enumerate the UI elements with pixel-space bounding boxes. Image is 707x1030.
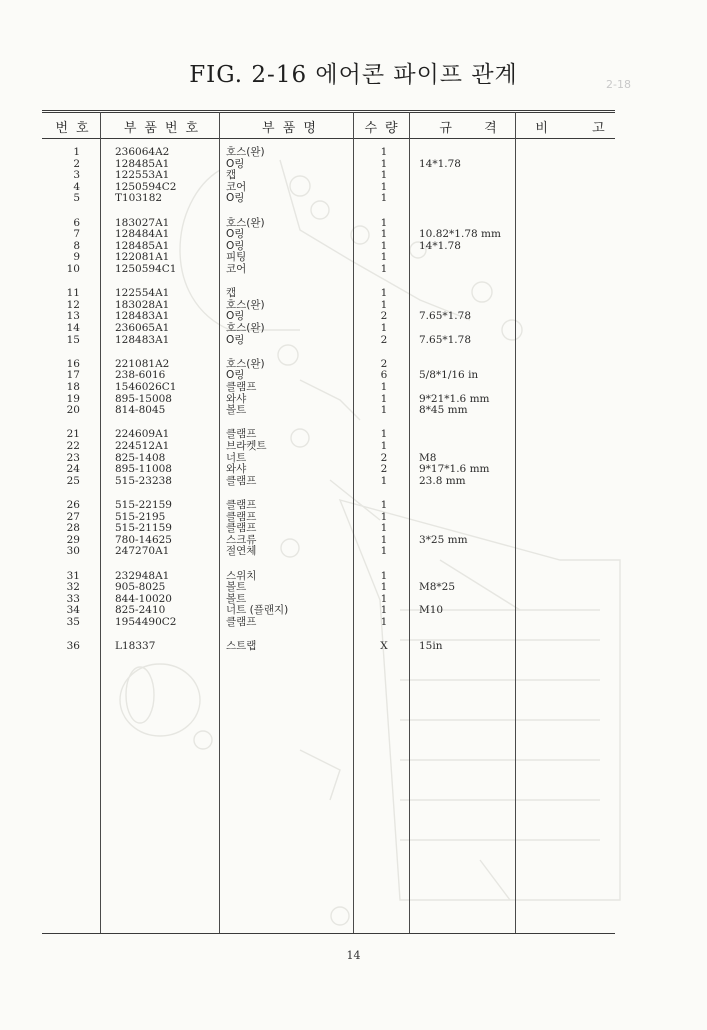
table-row bbox=[0, 159, 707, 171]
item-number: 4 bbox=[73, 180, 80, 193]
table-row bbox=[0, 311, 707, 323]
quantity: 1 bbox=[380, 298, 388, 311]
item-number: 25 bbox=[66, 474, 80, 487]
table-row bbox=[0, 218, 707, 230]
table-row bbox=[0, 370, 707, 382]
part-name: 캡 bbox=[226, 287, 237, 300]
header-part-name: 부 품 명 bbox=[262, 121, 318, 136]
quantity: 1 bbox=[380, 157, 388, 170]
part-number: 1954490C2 bbox=[115, 615, 177, 628]
table-row bbox=[0, 264, 707, 276]
table-row bbox=[0, 300, 707, 312]
part-number: 122554A1 bbox=[115, 287, 170, 300]
part-name: O링 bbox=[226, 228, 245, 241]
part-name: 볼트 bbox=[226, 592, 247, 605]
quantity: 6 bbox=[380, 369, 388, 382]
part-number: 515-22159 bbox=[115, 499, 172, 511]
quantity: 1 bbox=[380, 239, 388, 252]
item-number: 26 bbox=[66, 499, 80, 511]
header-remark: 비 고 bbox=[535, 121, 605, 136]
part-name: 호스(완) bbox=[226, 146, 265, 158]
item-number: 13 bbox=[66, 310, 80, 323]
parts-group bbox=[0, 571, 707, 629]
part-name: 호스(완) bbox=[226, 357, 265, 370]
quantity: 1 bbox=[380, 287, 388, 300]
page-number: 14 bbox=[346, 949, 361, 962]
part-number: 221081A2 bbox=[115, 357, 170, 370]
part-name: O링 bbox=[226, 157, 245, 170]
part-number: 232948A1 bbox=[115, 569, 170, 582]
header-quantity: 수량 bbox=[364, 121, 406, 136]
part-number: 128483A1 bbox=[115, 310, 170, 323]
quantity: 2 bbox=[380, 451, 388, 464]
part-number: 1250594C1 bbox=[115, 262, 177, 275]
table-row bbox=[0, 147, 707, 159]
specification: 3*25 mm bbox=[419, 533, 468, 546]
item-number: 29 bbox=[66, 533, 80, 546]
part-name: 볼트 bbox=[226, 581, 247, 594]
quantity: X bbox=[380, 640, 388, 653]
part-name: 너트 (플랜지) bbox=[226, 604, 289, 617]
item-number: 2 bbox=[73, 157, 80, 170]
item-number: 21 bbox=[66, 428, 80, 441]
part-number: 825-1408 bbox=[115, 451, 166, 464]
item-number: 6 bbox=[73, 216, 80, 229]
part-number: 224609A1 bbox=[115, 428, 170, 441]
item-number: 1 bbox=[73, 146, 80, 158]
quantity: 1 bbox=[380, 510, 388, 523]
quantity: 1 bbox=[380, 392, 388, 405]
item-number: 35 bbox=[66, 615, 80, 628]
part-name: 피팅 bbox=[226, 251, 247, 264]
table-top-rule bbox=[42, 110, 615, 111]
item-number: 28 bbox=[66, 522, 80, 535]
table-row bbox=[0, 441, 707, 453]
table-top-rule-2 bbox=[42, 112, 615, 113]
item-number: 34 bbox=[66, 604, 80, 617]
quantity: 2 bbox=[380, 310, 388, 323]
part-name: 호스(완) bbox=[226, 298, 265, 311]
parts-group bbox=[0, 641, 707, 653]
quantity: 1 bbox=[380, 169, 388, 182]
part-number: 236064A2 bbox=[115, 146, 170, 158]
part-number: 1546026C1 bbox=[115, 380, 177, 393]
item-number: 3 bbox=[73, 169, 80, 182]
item-number: 16 bbox=[66, 357, 80, 370]
table-row bbox=[0, 453, 707, 465]
parts-group bbox=[0, 288, 707, 346]
parts-group bbox=[0, 359, 707, 417]
quantity: 1 bbox=[380, 428, 388, 441]
quantity: 1 bbox=[380, 522, 388, 535]
table-row bbox=[0, 429, 707, 441]
item-number: 33 bbox=[66, 592, 80, 605]
item-number: 9 bbox=[73, 251, 80, 264]
specification: M8*25 bbox=[419, 581, 456, 594]
table-row bbox=[0, 288, 707, 300]
table-row bbox=[0, 182, 707, 194]
part-number: 183028A1 bbox=[115, 298, 170, 311]
table-row bbox=[0, 512, 707, 524]
part-number: 128485A1 bbox=[115, 239, 170, 252]
table-row bbox=[0, 617, 707, 629]
part-name: O링 bbox=[226, 310, 245, 323]
faint-page-reference: 2-18 bbox=[606, 78, 631, 91]
specification: 14*1.78 bbox=[419, 157, 461, 170]
part-name: 볼트 bbox=[226, 404, 247, 417]
part-number: 236065A1 bbox=[115, 321, 170, 334]
table-row bbox=[0, 193, 707, 205]
part-number: 515-21159 bbox=[115, 522, 172, 535]
table-row bbox=[0, 464, 707, 476]
part-name: 클램프 bbox=[226, 510, 257, 523]
item-number: 23 bbox=[66, 451, 80, 464]
specification: 9*21*1.6 mm bbox=[419, 392, 490, 405]
part-number: 895-11008 bbox=[115, 463, 172, 476]
item-number: 10 bbox=[66, 262, 80, 275]
part-name: O링 bbox=[226, 192, 245, 205]
table-bottom-rule bbox=[42, 933, 615, 934]
table-row bbox=[0, 523, 707, 535]
part-name: 클램프 bbox=[226, 499, 257, 511]
specification: M10 bbox=[419, 604, 444, 617]
item-number: 20 bbox=[66, 404, 80, 417]
specification: 9*17*1.6 mm bbox=[419, 463, 490, 476]
table-row bbox=[0, 241, 707, 253]
table-row bbox=[0, 335, 707, 347]
quantity: 1 bbox=[380, 321, 388, 334]
part-name: 호스(완) bbox=[226, 216, 265, 229]
table-row bbox=[0, 582, 707, 594]
part-name: 클램프 bbox=[226, 474, 257, 487]
parts-group bbox=[0, 218, 707, 276]
quantity: 1 bbox=[380, 499, 388, 511]
quantity: 1 bbox=[380, 474, 388, 487]
quantity: 2 bbox=[380, 463, 388, 476]
table-row bbox=[0, 571, 707, 583]
part-number: 515-23238 bbox=[115, 474, 172, 487]
table-row bbox=[0, 252, 707, 264]
part-number: 780-14625 bbox=[115, 533, 172, 546]
table-row bbox=[0, 476, 707, 488]
part-name: 너트 bbox=[226, 451, 247, 464]
table-row bbox=[0, 170, 707, 182]
part-name: 클램프 bbox=[226, 428, 257, 441]
quantity: 1 bbox=[380, 581, 388, 594]
item-number: 15 bbox=[66, 333, 80, 346]
part-number: 1250594C2 bbox=[115, 180, 177, 193]
item-number: 8 bbox=[73, 239, 80, 252]
item-number: 12 bbox=[66, 298, 80, 311]
part-name: 코어 bbox=[226, 262, 247, 275]
part-name: 절연체 bbox=[226, 545, 257, 558]
table-row bbox=[0, 535, 707, 547]
item-number: 17 bbox=[66, 369, 80, 382]
quantity: 1 bbox=[380, 592, 388, 605]
part-number: 844-10020 bbox=[115, 592, 172, 605]
item-number: 31 bbox=[66, 569, 80, 582]
part-name: 스트랩 bbox=[226, 640, 257, 653]
specification: 15in bbox=[419, 640, 443, 653]
quantity: 1 bbox=[380, 604, 388, 617]
part-number: 515-2195 bbox=[115, 510, 166, 523]
item-number: 5 bbox=[73, 192, 80, 205]
item-number: 11 bbox=[66, 287, 80, 300]
quantity: 2 bbox=[380, 357, 388, 370]
specification: 10.82*1.78 mm bbox=[419, 228, 501, 241]
item-number: 22 bbox=[66, 439, 80, 452]
table-row bbox=[0, 405, 707, 417]
table-row bbox=[0, 641, 707, 653]
item-number: 18 bbox=[66, 380, 80, 393]
part-name: 와샤 bbox=[226, 392, 247, 405]
table-row bbox=[0, 323, 707, 335]
quantity: 1 bbox=[380, 615, 388, 628]
specification: 23.8 mm bbox=[419, 474, 466, 487]
quantity: 1 bbox=[380, 216, 388, 229]
quantity: 1 bbox=[380, 251, 388, 264]
part-number: 128485A1 bbox=[115, 157, 170, 170]
quantity: 2 bbox=[380, 333, 388, 346]
part-number: 128484A1 bbox=[115, 228, 170, 241]
table-row bbox=[0, 229, 707, 241]
figure-title: FIG. 2-16 에어콘 파이프 관계 bbox=[189, 62, 518, 88]
part-number: 238-6016 bbox=[115, 369, 166, 382]
part-name: O링 bbox=[226, 333, 245, 346]
table-row bbox=[0, 359, 707, 371]
quantity: 1 bbox=[380, 380, 388, 393]
part-number: 895-15008 bbox=[115, 392, 172, 405]
part-name: 호스(완) bbox=[226, 321, 265, 334]
part-number: 905-8025 bbox=[115, 581, 166, 594]
part-name: 스위치 bbox=[226, 569, 257, 582]
part-number: 183027A1 bbox=[115, 216, 170, 229]
header-spec: 규 격 bbox=[439, 121, 497, 136]
table-row bbox=[0, 546, 707, 558]
table-row bbox=[0, 605, 707, 617]
item-number: 7 bbox=[73, 228, 80, 241]
quantity: 1 bbox=[380, 262, 388, 275]
part-number: 814-8045 bbox=[115, 404, 166, 417]
item-number: 14 bbox=[66, 321, 80, 334]
part-name: 클램프 bbox=[226, 380, 257, 393]
item-number: 30 bbox=[66, 545, 80, 558]
part-number: 128483A1 bbox=[115, 333, 170, 346]
part-number: 224512A1 bbox=[115, 439, 170, 452]
quantity: 1 bbox=[380, 439, 388, 452]
quantity: 1 bbox=[380, 569, 388, 582]
part-number: 825-2410 bbox=[115, 604, 166, 617]
table-row bbox=[0, 500, 707, 512]
item-number: 32 bbox=[66, 581, 80, 594]
quantity: 1 bbox=[380, 228, 388, 241]
table-row bbox=[0, 594, 707, 606]
quantity: 1 bbox=[380, 192, 388, 205]
part-name: 와샤 bbox=[226, 463, 247, 476]
specification: 5/8*1/16 in bbox=[419, 369, 479, 382]
part-name: 캡 bbox=[226, 169, 237, 182]
part-name: 스크류 bbox=[226, 533, 257, 546]
quantity: 1 bbox=[380, 404, 388, 417]
specification: 7.65*1.78 bbox=[419, 310, 472, 323]
header-part-no: 부품번호 bbox=[123, 121, 207, 136]
table-row bbox=[0, 394, 707, 406]
part-name: 클램프 bbox=[226, 615, 257, 628]
item-number: 19 bbox=[66, 392, 80, 405]
item-number: 36 bbox=[66, 640, 80, 653]
part-number: T103182 bbox=[115, 192, 163, 205]
part-number: 247270A1 bbox=[115, 545, 170, 558]
header-no: 번호 bbox=[55, 121, 97, 136]
quantity: 1 bbox=[380, 180, 388, 193]
part-name: 클램프 bbox=[226, 522, 257, 535]
part-name: 코어 bbox=[226, 180, 247, 193]
specification: 8*45 mm bbox=[419, 404, 468, 417]
quantity: 1 bbox=[380, 533, 388, 546]
specification: 7.65*1.78 bbox=[419, 333, 472, 346]
item-number: 24 bbox=[66, 463, 80, 476]
table-row bbox=[0, 382, 707, 394]
part-name: O링 bbox=[226, 369, 245, 382]
part-number: 122553A1 bbox=[115, 169, 170, 182]
specification: 14*1.78 bbox=[419, 239, 461, 252]
part-number: L18337 bbox=[115, 640, 156, 653]
quantity: 1 bbox=[380, 146, 388, 158]
part-name: O링 bbox=[226, 239, 245, 252]
parts-group bbox=[0, 500, 707, 558]
item-number: 27 bbox=[66, 510, 80, 523]
part-number: 122081A1 bbox=[115, 251, 170, 264]
quantity: 1 bbox=[380, 545, 388, 558]
part-name: 브라켓트 bbox=[226, 439, 267, 452]
parts-group bbox=[0, 429, 707, 487]
parts-group bbox=[0, 147, 707, 205]
specification: M8 bbox=[419, 451, 437, 464]
header-rule bbox=[42, 138, 615, 139]
